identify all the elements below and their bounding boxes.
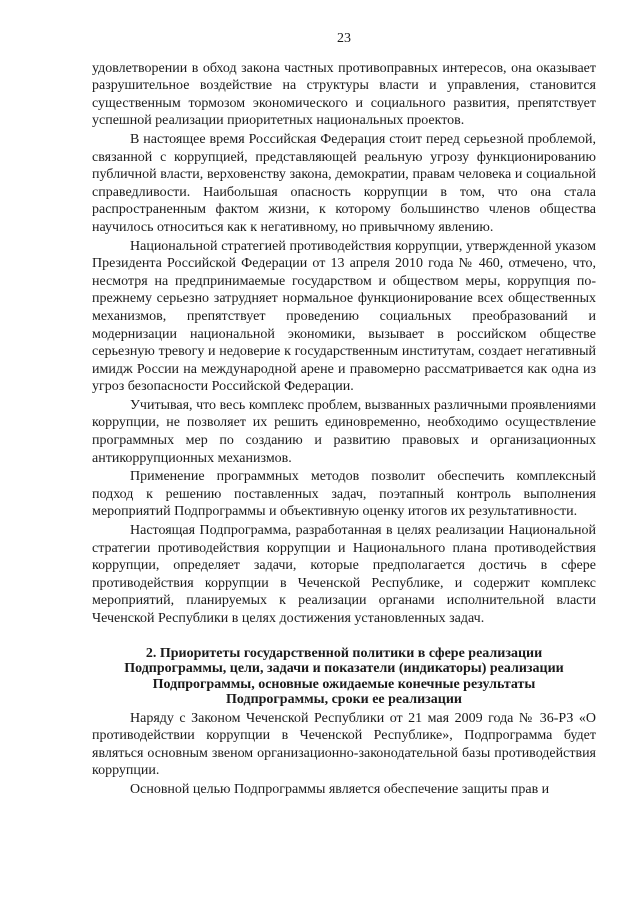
section-heading-line: 2. Приоритеты государственной политики в сфере реализации [145, 645, 543, 661]
paragraph: В настоящее время Российская Федерация стоит перед серьезной проблемой, связанной с коррупцией, представляющей реальную угрозу функционированию публичной власти, верховенству закона, демократии, правам человека и социальной справедливости. Наибольшая опасность коррупции в том, что она стала распространенным фактом жизни, к которому большинство членов общества научилось относиться как к негативному, но привычному явлению. [92, 131, 596, 235]
body-text-before-heading [92, 60, 596, 628]
paragraph: Применение программных методов позволит обеспечить комплексный подход к решению поставленных задач, поэтапный контроль выполнения мероприятий Подпрограммы и объективную оценку итогов их результативности. [92, 469, 596, 520]
paragraph: Настоящая Подпрограмма, разработанная в целях реализации Национальной стратегии противодействия коррупции и Национального плана противодействия коррупции, определяет задачи, которые предполагается достичь в сфере противодействия коррупции в Чеченской Республике, и содержит комплекс мероприятий, планируемых к реализации органами исполнительной власти Чеченской Республики в целях достижения установленных задач. [92, 523, 596, 626]
section-heading-line: Подпрограммы, основные ожидаемые конечные результаты [152, 676, 536, 692]
paragraph: Национальной стратегией противодействия коррупции, утвержденной указом Президента Российской Федерации от 13 апреля 2010 года № 460, отмечено, что, несмотря на предпринимаемые государством и обществом меры, коррупция по-прежнему серьезно затрудняет нормальное функционирование всех общественных механизмов, препятствует проведению социальных преобразований и модернизации национальной экономики, вызывает в российском обществе серьезную тревогу и недоверие к государственным институтам, создает негативный имидж России на международной арене и правомерно рассматривается как одна из угроз безопасности Российской Федерации. [92, 238, 596, 395]
section-heading-line: Подпрограммы, цели, задачи и показатели (индикаторы) реализации [124, 661, 564, 677]
paragraph: Основной целью Подпрограммы является обеспечение защиты прав и [130, 781, 550, 797]
paragraph: Учитывая, что весь комплекс проблем, вызванных различными проявлениями коррупции, не позволяет их решить единовременно, необходимо осуществление программных мер по созданию и развитию правовых и организационных антикоррупционных механизмов. [92, 397, 596, 466]
page-number: 23 [337, 31, 351, 46]
body-text-after-heading [92, 710, 596, 799]
section-heading-line: Подпрограммы, сроки ее реализации [226, 692, 462, 708]
paragraph: Наряду с Законом Чеченской Республики от 21 мая 2009 года № 36-РЗ «О противодействии коррупции в Чеченской Республике», Подпрограмма будет являться основным звеном организационно-законодательной базы противодействия коррупции. [92, 710, 596, 779]
section-heading [92, 646, 596, 708]
paragraph: удовлетворении в обход закона частных противоправных интересов, она оказывает разрушительное воздействие на структуры власти и управления, становится существенным тормозом экономического и социального развития, препятствует успешной реализации приоритетных национальных проектов. [92, 60, 596, 129]
